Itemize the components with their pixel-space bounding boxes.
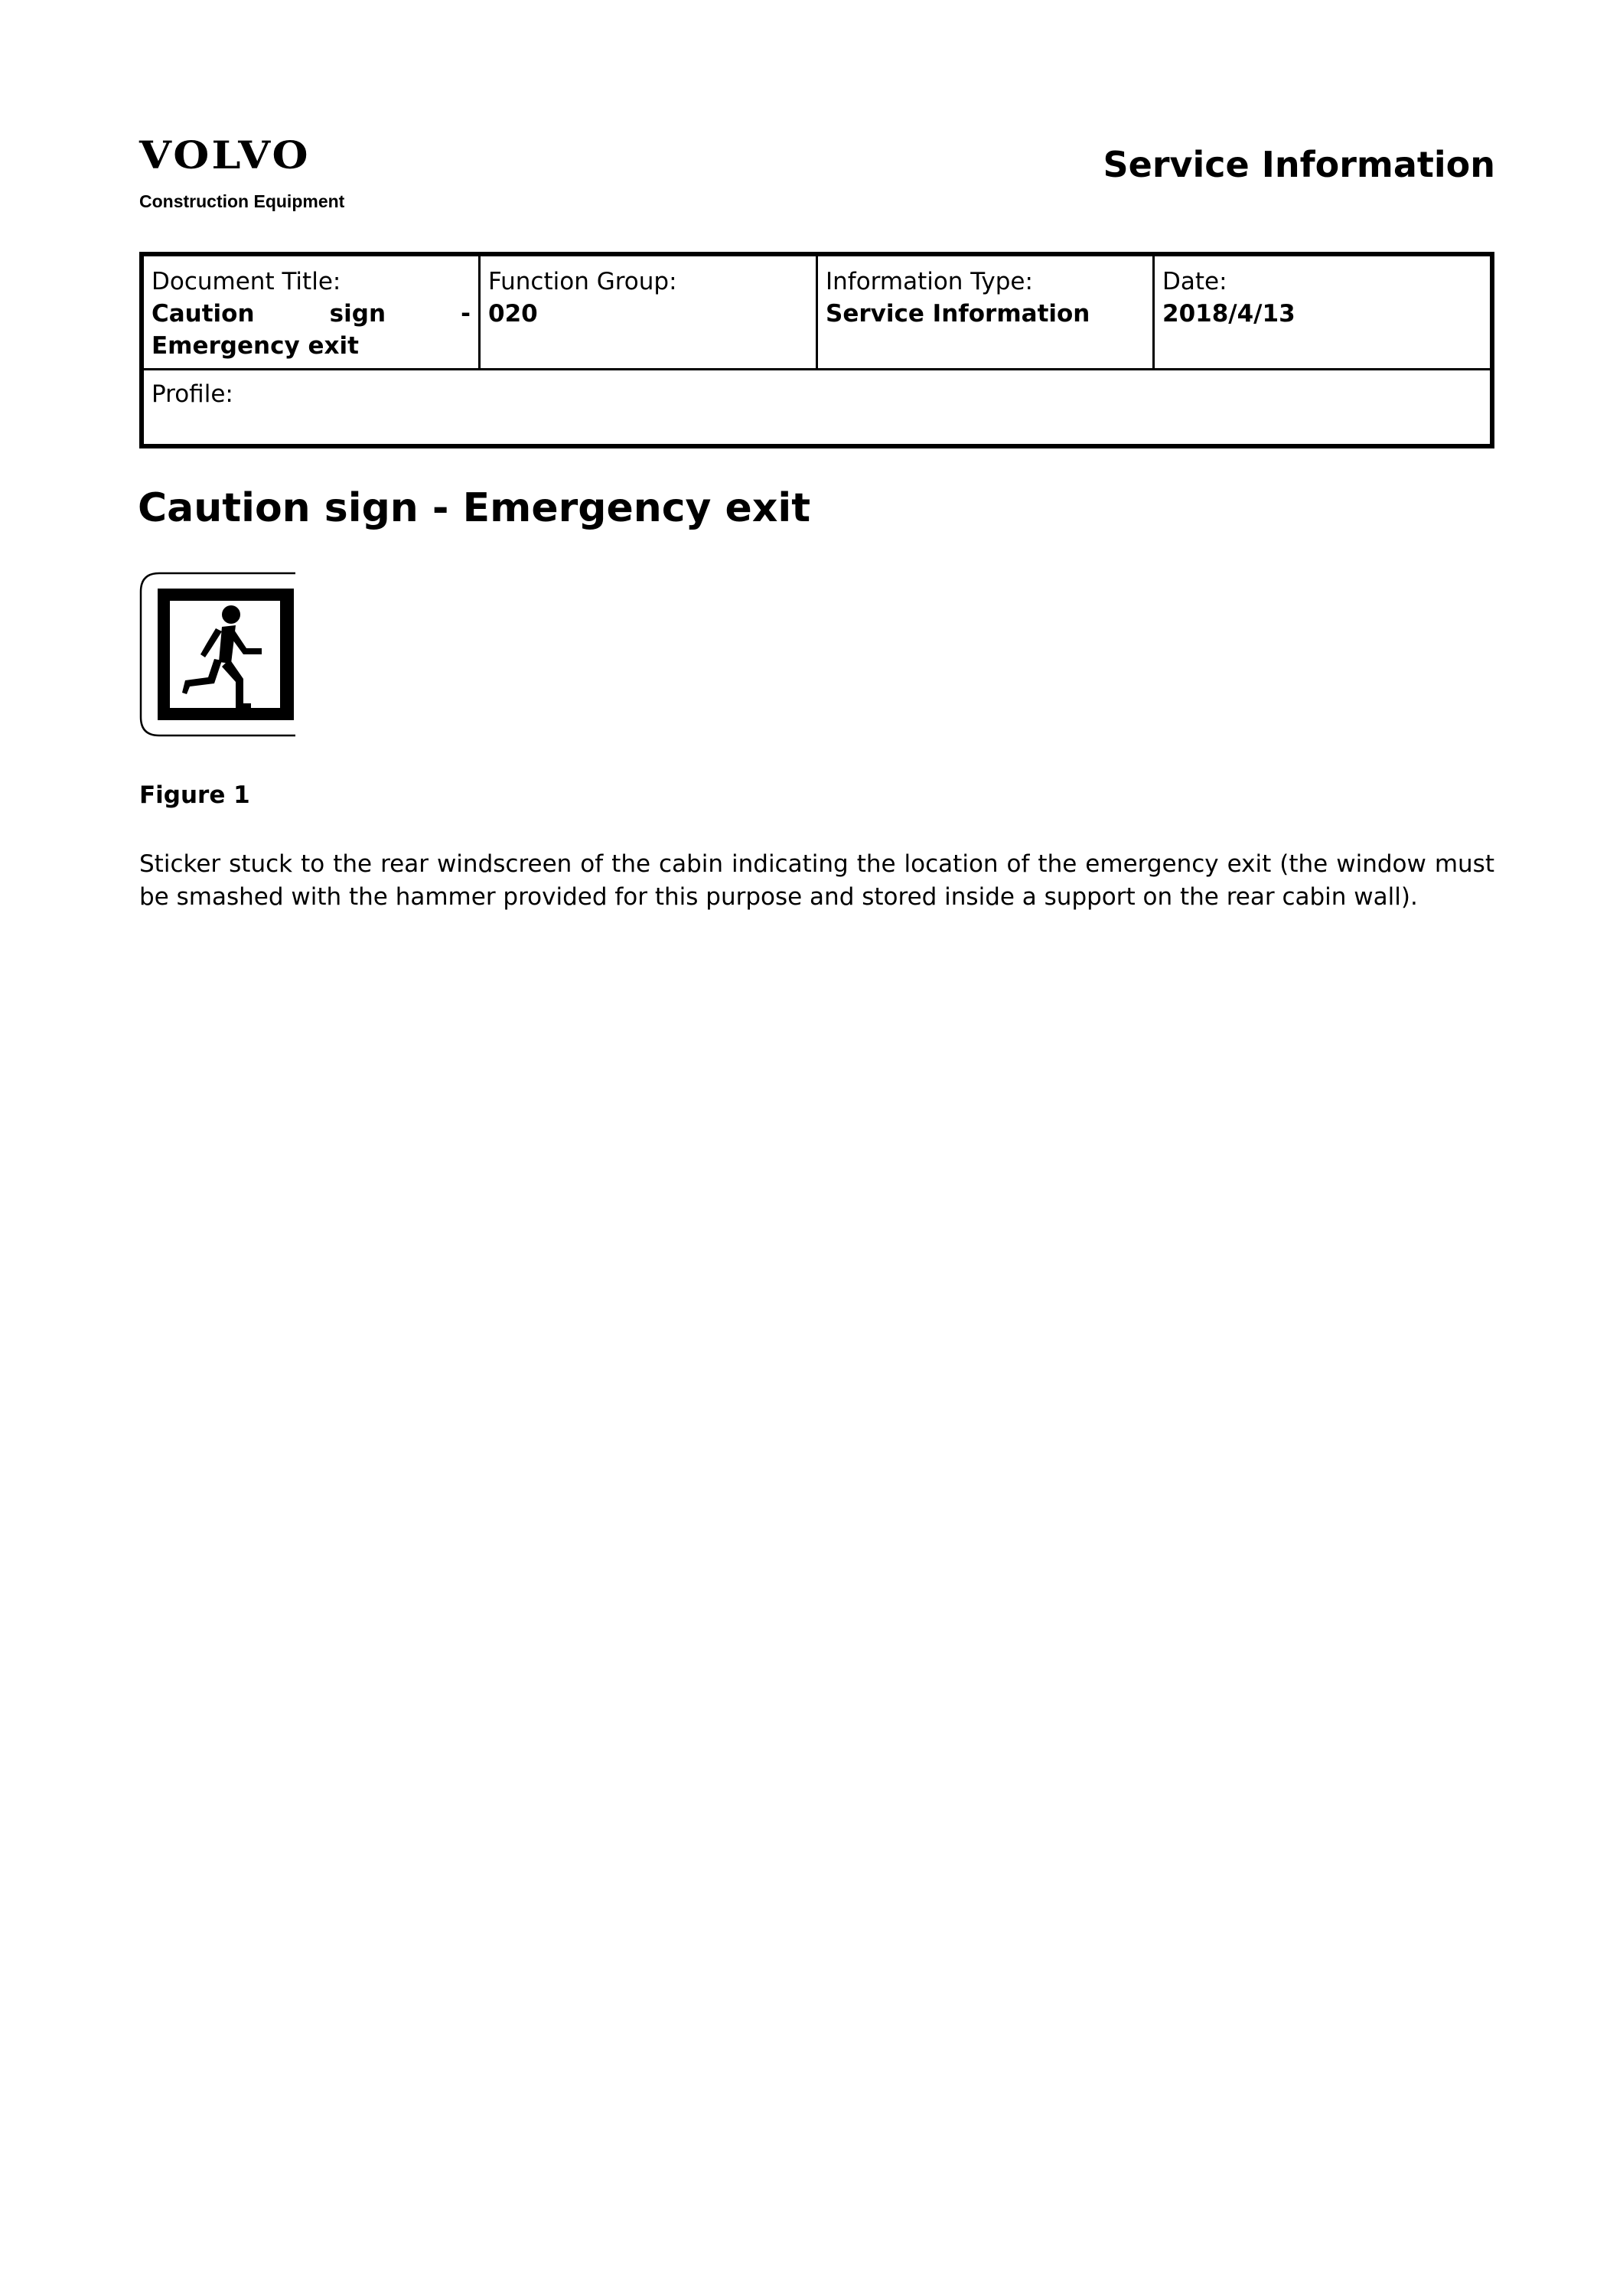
meta-label: Date: xyxy=(1162,268,1227,295)
meta-cell-information-type xyxy=(818,256,1155,368)
meta-label: Information Type: xyxy=(826,268,1033,295)
meta-cell-function-group xyxy=(481,256,818,368)
meta-label: Document Title: xyxy=(152,268,341,295)
meta-cell-profile xyxy=(144,370,1490,410)
figure-caption: Figure 1 xyxy=(139,781,250,809)
page-title: Caution sign - Emergency exit xyxy=(138,485,811,531)
brand-subtitle: Construction Equipment xyxy=(139,191,345,211)
meta-value: 020 xyxy=(488,300,538,328)
meta-row xyxy=(144,256,1490,370)
brand-wordmark: VOLVO xyxy=(139,132,311,178)
body-paragraph: Sticker stuck to the rear windscreen of the cabin indicating the location of the emergency exit (the window must be smashed with the hammer provided for this purpose and stored inside a support on the rear cabin wall). xyxy=(139,850,1494,911)
figure-1 xyxy=(139,572,297,737)
meta-value: Service Information xyxy=(826,300,1090,328)
emergency-exit-icon xyxy=(139,572,297,737)
meta-label: Profile: xyxy=(152,380,233,408)
meta-cell-date xyxy=(1155,256,1490,368)
brand-logo xyxy=(139,132,354,212)
meta-label: Function Group: xyxy=(488,268,677,295)
meta-cell-document-title xyxy=(144,256,481,368)
meta-value: Caution sign - Emergency exit xyxy=(152,300,471,360)
document-type-heading: Service Information xyxy=(1103,144,1495,185)
meta-value: 2018/4/13 xyxy=(1162,300,1295,328)
document-meta-table xyxy=(139,252,1494,448)
